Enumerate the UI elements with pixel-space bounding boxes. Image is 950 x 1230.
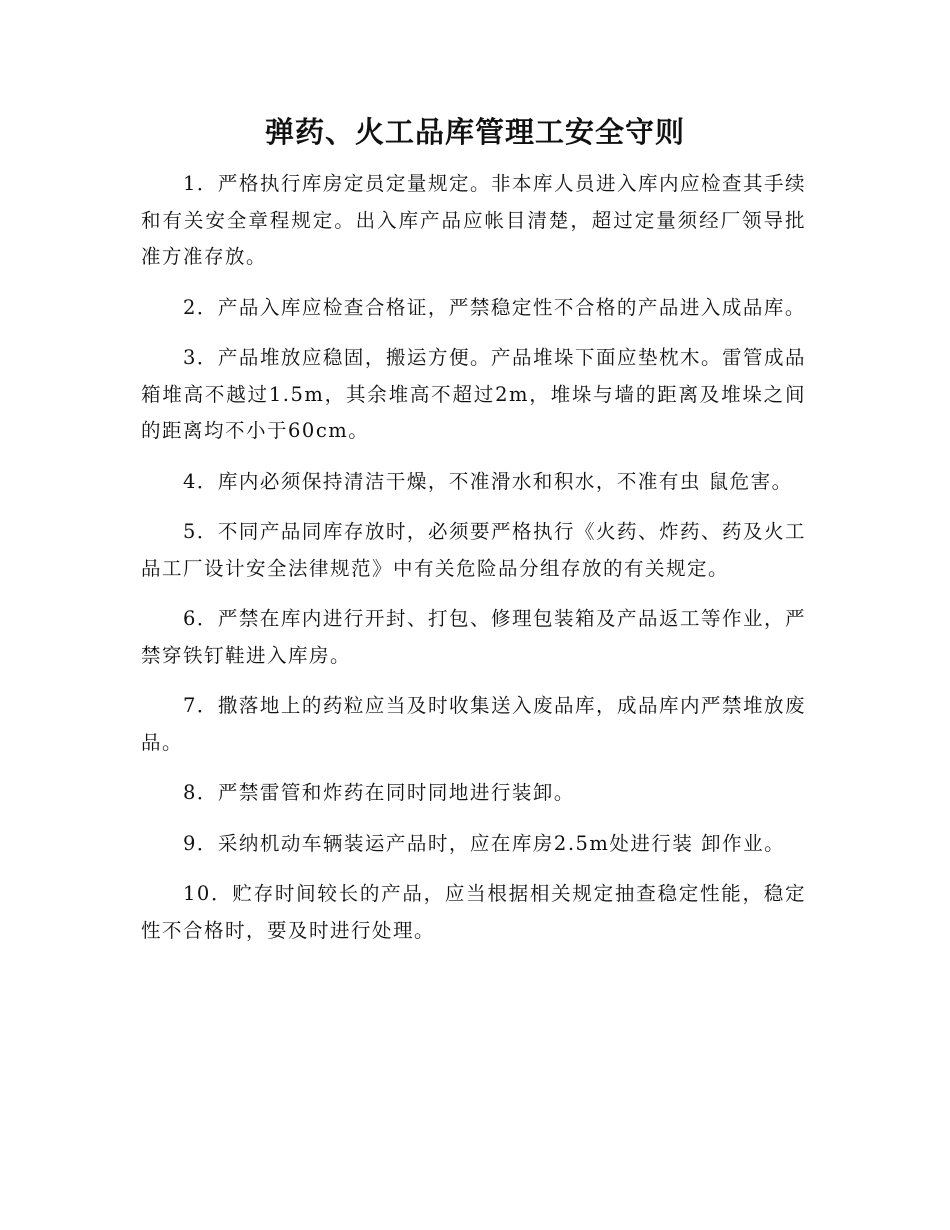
rule-paragraph-6: 6．严禁在库内进行开封、打包、修理包装箱及产品返工等作业，严禁穿铁钉鞋进入库房。 <box>141 607 806 667</box>
rule-paragraph-2: 2．产品入库应检查合格证，严禁稳定性不合格的产品进入成品库。 <box>183 295 806 319</box>
rule-paragraph-8: 8．严禁雷管和炸药在同时同地进行装卸。 <box>183 781 575 804</box>
rule-paragraph-9: 9．采纳机动车辆装运产品时，应在库房2.5m处进行装 卸作业。 <box>183 831 786 855</box>
rule-paragraph-4: 4．库内必须保持清洁干燥，不准滑水和积水，不准有虫 鼠危害。 <box>183 469 793 493</box>
rule-paragraph-10: 10．贮存时间较长的产品，应当根据相关规定抽查稳定性能，稳定性不合格时，要及时进行处理。 <box>141 882 806 942</box>
rule-paragraph-1: 1．严格执行库房定员定量规定。非本库人员进入库内应检查其手续和有关安全章程规定。出入库产品应帐目清楚，超过定量须经厂领导批准方准存放。 <box>141 172 806 268</box>
document-title: 弹药、火工品库管理工安全守则 <box>264 115 685 149</box>
document-body <box>141 166 806 963</box>
rule-paragraph-5: 5．不同产品同库存放时，必须要严格执行《火药、炸药、药及火工品工厂设计安全法律规范》中有关危险品分组存放的有关规定。 <box>141 520 806 580</box>
rule-paragraph-3: 3．产品堆放应稳固，搬运方便。产品堆垛下面应垫枕木。雷管成品箱堆高不越过1.5m，其余堆高不超过2m，堆垛与墙的距离及堆垛之间的距离均不小于60cm。 <box>141 346 806 442</box>
rule-paragraph-7: 7．撒落地上的药粒应当及时收集送入废品库，成品库内严禁堆放废品。 <box>141 694 806 754</box>
